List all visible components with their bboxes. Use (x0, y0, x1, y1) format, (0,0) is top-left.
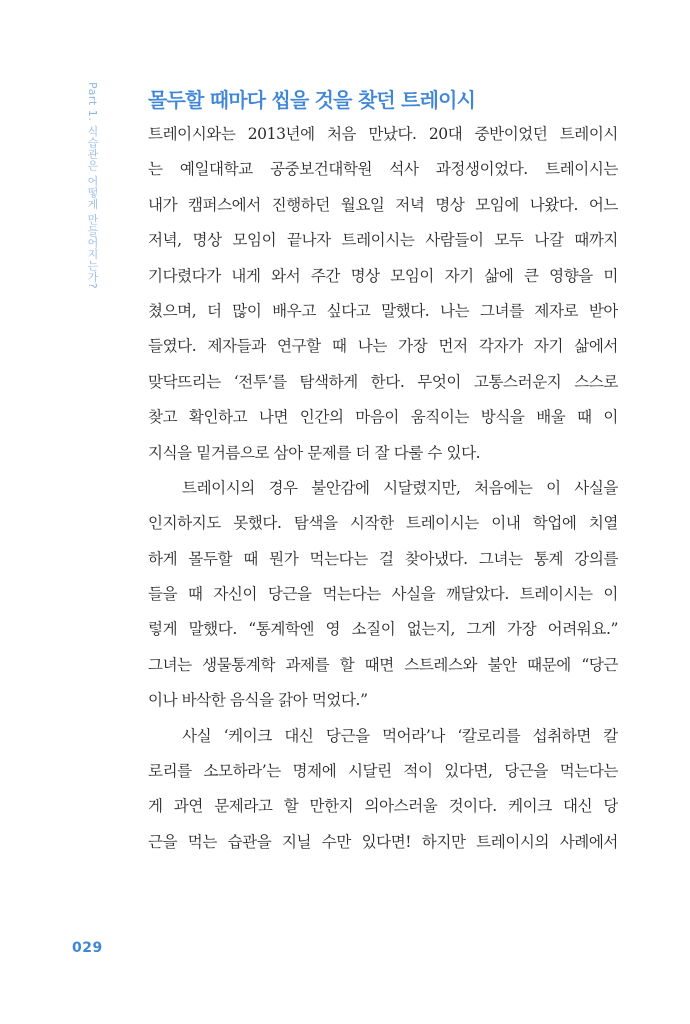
running-head: Part 1. 식습관은 어떻게 만들어지는가? (86, 82, 99, 290)
text-line: 하게 몰두할 때 뭔가 먹는다는 걸 찾아냈다. 그녀는 통계 강의를 (148, 549, 618, 568)
text-line: 트레이시와는 2013년에 처음 만났다. 20대 중반이었던 트레이시 (148, 125, 618, 143)
text-line: 는 예일대학교 공중보건대학원 석사 과정생이었다. 트레이시는 (148, 160, 618, 179)
text-line: 찾고 확인하고 나면 인간의 마음이 움직이는 방식을 배울 때 이 (148, 408, 618, 427)
text-line: 쳤으며, 더 많이 배우고 싶다고 말했다. 나는 그녀를 제자로 받아 (148, 301, 618, 320)
text-line: 지식을 밑거름으로 삼아 문제를 더 잘 다룰 수 있다. (148, 443, 481, 462)
page-number: 029 (72, 940, 103, 956)
text-line: 인지하지도 못했다. 탐색을 시작한 트레이시는 이내 학업에 치열 (148, 514, 618, 533)
body-text (148, 117, 618, 860)
text-line: 기다렸다가 내게 와서 주간 명상 모임이 자기 삶에 큰 영향을 미 (148, 266, 618, 285)
text-line: 근을 먹는 습관을 지닐 수만 있다면! 하지만 트레이시의 사례에서 (148, 832, 618, 851)
text-line: 그녀는 생물통계학 과제를 할 때면 스트레스와 불안 때문에 “당근 (148, 655, 618, 674)
text-line: 내가 캠퍼스에서 진행하던 월요일 저녁 명상 모임에 나왔다. 어느 (148, 195, 618, 214)
text-line: 사실 ‘케이크 대신 당근을 먹어라’나 ‘칼로리를 섭취하면 칼 (182, 726, 618, 745)
text-line: 로리를 소모하라’는 명제에 시달린 적이 있다면, 당근을 먹는다는 (148, 762, 618, 781)
text-line: 이나 바삭한 음식을 갉아 먹었다.” (148, 691, 368, 710)
text-line: 렇게 말했다. “통계학엔 영 소질이 없는지, 그게 가장 어려워요.” (148, 620, 618, 639)
text-line: 저녁, 명상 모임이 끝나자 트레이시는 사람들이 모두 나갈 때까지 (148, 231, 618, 250)
text-line: 들였다. 제자들과 연구할 때 나는 가장 먼저 각자가 자기 삶에서 (148, 337, 618, 356)
text-line: 트레이시의 경우 불안감에 시달렸지만, 처음에는 이 사실을 (182, 478, 618, 497)
text-line: 들을 때 자신이 당근을 먹는다는 사실을 깨달았다. 트레이시는 이 (148, 585, 618, 604)
text-line: 게 과연 문제라고 할 만한지 의아스러울 것이다. 케이크 대신 당 (148, 797, 618, 816)
section-title: 몰두할 때마다 씹을 것을 찾던 트레이시 (148, 88, 476, 112)
text-line: 맞닥뜨리는 ‘전투’를 탐색하게 한다. 무엇이 고통스러운지 스스로 (148, 372, 618, 391)
